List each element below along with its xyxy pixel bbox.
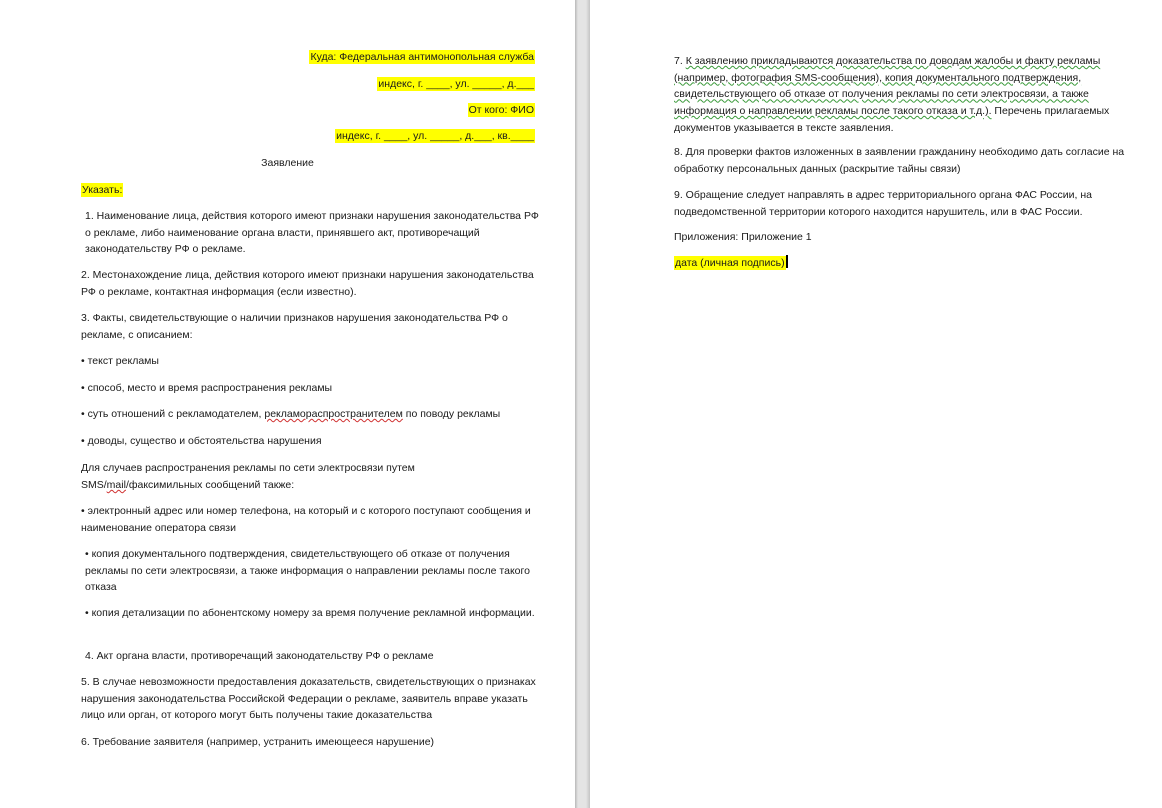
item-9: 9. Обращение следует направлять в адрес территориального органа ФАС России, на подведомственной территории которого находится нарушитель, или в ФАС России. [674,189,1092,218]
bullet-ad-text: • текст рекламы [81,355,159,367]
bullet-billing-copy: • копия детализации по абонентскому номеру за время получение рекламной информации. [85,607,535,619]
page-separator [575,0,590,808]
sender-address: индекс, г. ____, ул. _____, д.___, кв.____ [336,130,534,142]
bullet-relations: • суть отношений с рекламодателем, рекламораспространителем по поводу рекламы [81,408,501,420]
document-page-left[interactable] [0,0,575,808]
spelling-marked-word: рекламораспространителем [264,408,403,420]
item-6: 6. Требование заявителя (например, устранить имеющееся нарушение) [81,736,435,748]
bullet-email-phone: • электронный адрес или номер телефона, на который и с которого поступают сообщения и наименование оператора связи [81,505,531,534]
sms-intro-line2: SMS/mail/факсимильных сообщений также: [81,479,295,491]
attachments-line: Приложения: Приложение 1 [674,231,812,243]
sms-intro-line1: Для случаев распространения рекламы по сети электросвязи путем [81,462,415,474]
document-heading: Заявление [261,157,314,169]
sender-line: От кого: ФИО [468,104,534,116]
bullet-refusal-copy: • копия документального подтверждения, свидетельствующего об отказе от получения рекламы по сети электросвязи, а также информация о направлении рекламы после такого отказа [85,548,530,594]
recipient-line: Куда: Федеральная антимонопольная служба [310,51,534,63]
item-1: 1. Наименование лица, действия которого имеют признаки нарушения законодательства РФ о рекламе, либо наименование органа власти, принявшего акт, противоречащий законодательству РФ о рекламе. [85,210,539,256]
grammar-marked-text: К заявлению прикладываются доказательства по доводам жалобы и факту рекламы (например, фотография SMS-сообщения), копия документального подтверждения, свидетельствующего об отказе от получения рекламы по сети электросвязи, а также информация о направлении рекламы после такого отказа и т.д.). [674,55,1101,118]
signature-line: дата (личная подпись) [675,257,785,269]
item-7: 7. К заявлению прикладываются доказательства по доводам жалобы и факту рекламы (например, фотография SMS-сообщения), копия документального подтверждения, свидетельствующего об отказе от получения рекламы по сети электросвязи, а также информация о направлении рекламы после такого отказа и т.д.). Перечень прилагаемых документов указывается в тексте заявления. [674,55,1110,134]
item-4: 4. Акт органа власти, противоречащий законодательству РФ о рекламе [85,650,434,662]
item-5: 5. В случае невозможности предоставления доказательств, свидетельствующих о признаках нарушения законодательства Российской Федерации о рекламе, заявитель вправе указать лицо или орган, от которого могут быть получены такие доказательства [81,676,536,722]
indicate-label: Указать: [82,184,123,196]
recipient-address: индекс, г. ____, ул. _____, д.___ [378,78,534,90]
item-3: 3. Факты, свидетельствующие о наличии признаков нарушения законодательства РФ о рекламе, с описанием: [81,312,508,341]
text-cursor [786,255,788,268]
spelling-marked-mail: mail [106,479,126,491]
item-8: 8. Для проверки фактов изложенных в заявлении гражданину необходимо дать согласие на обработку персональных данных (раскрытие тайны связи) [674,146,1125,175]
document-page-right[interactable] [590,0,1162,808]
bullet-method: • способ, место и время распространения рекламы [81,382,333,394]
bullet-arguments: • доводы, существо и обстоятельства нарушения [81,435,322,447]
item-2: 2. Местонахождение лица, действия которого имеют признаки нарушения законодательства РФ о рекламе, контактная информация (если известно). [81,269,534,298]
